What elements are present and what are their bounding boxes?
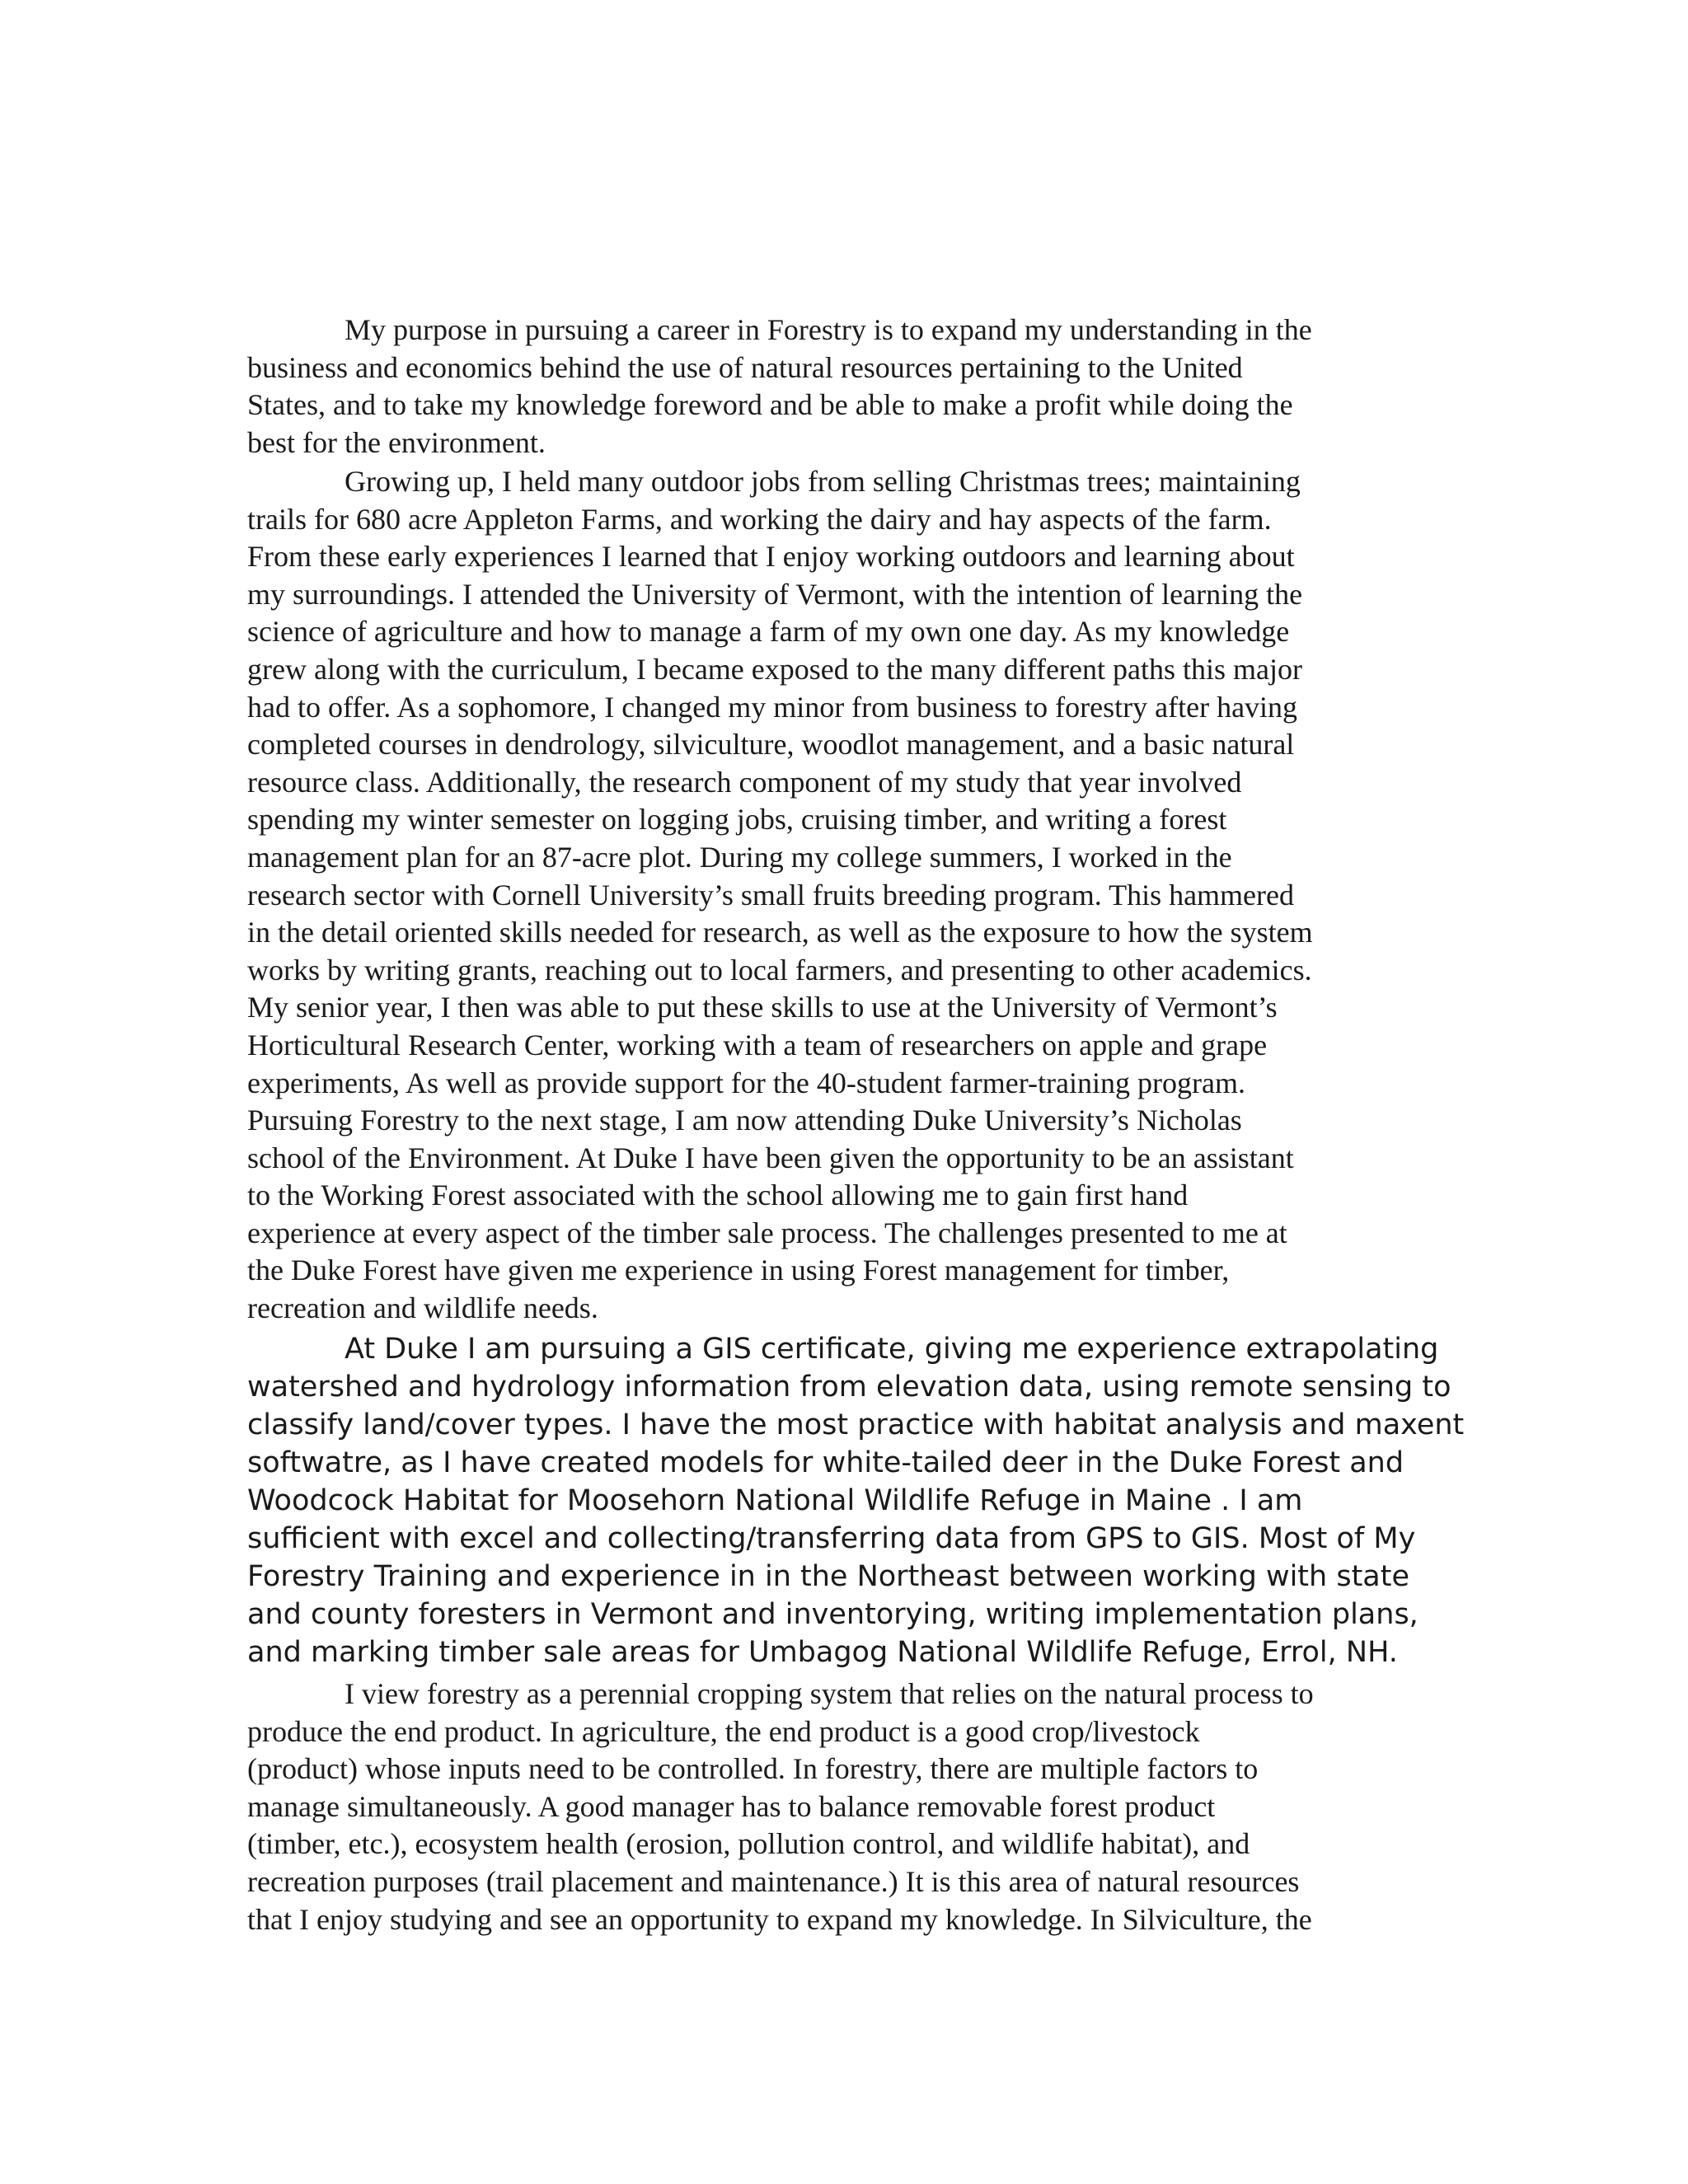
text-line: science of agriculture and how to manage a farm of my own one day. As my knowledge bbox=[247, 615, 1290, 649]
text-line: Pursuing Forestry to the next stage, I am now attending Duke University’s Nicholas bbox=[247, 1104, 1242, 1137]
paragraph-gis-certificate bbox=[247, 1330, 1465, 1671]
text-line: My purpose in pursuing a career in Forestry is to expand my understanding in the bbox=[345, 313, 1312, 346]
text-line: experience at every aspect of the timber sale process. The challenges presented to me at bbox=[247, 1216, 1287, 1249]
text-line: resource class. Additionally, the research component of my study that year involved bbox=[247, 765, 1242, 799]
text-line: research sector with Cornell University’s small fruits breeding program. This hammered bbox=[247, 878, 1295, 912]
text-line: I view forestry as a perennial cropping system that relies on the natural process to bbox=[345, 1677, 1314, 1710]
text-line: experiments, As well as provide support for the 40-student farmer-training program. bbox=[247, 1066, 1245, 1099]
text-line: that I enjoy studying and see an opportunity to expand my knowledge. In Silviculture, the bbox=[247, 1902, 1312, 1936]
text-line: spending my winter semester on logging jobs, cruising timber, and writing a forest bbox=[247, 803, 1227, 837]
text-line: classify land/cover types. I have the most practice with habitat analysis and maxent bbox=[247, 1408, 1465, 1441]
text-line: States, and to take my knowledge foreword and be able to make a profit while doing the bbox=[247, 388, 1293, 422]
text-line: management plan for an 87-acre plot. During my college summers, I worked in the bbox=[247, 840, 1232, 874]
text-line: business and economics behind the use of natural resources pertaining to the United bbox=[247, 350, 1243, 384]
text-line: softwatre, as I have created models for white-tailed deer in the Duke Forest and bbox=[247, 1446, 1404, 1479]
text-line: From these early experiences I learned that I enjoy working outdoors and learning about bbox=[247, 540, 1295, 574]
text-line: completed courses in dendrology, silviculture, woodlot management, and a basic natural bbox=[247, 728, 1295, 762]
text-line: works by writing grants, reaching out to local farmers, and presenting to other academics. bbox=[247, 953, 1312, 987]
text-line: in the detail oriented skills needed for research, as well as the exposure to how the system bbox=[247, 916, 1313, 949]
text-line: watershed and hydrology information from elevation data, using remote sensing to bbox=[247, 1371, 1451, 1404]
text-line: to the Working Forest associated with the school allowing me to gain first hand bbox=[247, 1179, 1189, 1212]
text-line: Growing up, I held many outdoor jobs from selling Christmas trees; maintaining bbox=[345, 465, 1301, 498]
paragraph-career-purpose bbox=[247, 312, 1418, 462]
text-line: my surroundings. I attended the University of Vermont, with the intention of learning the bbox=[247, 577, 1303, 611]
text-line: My senior year, I then was able to put these skills to use at the University of Vermont’s bbox=[247, 991, 1278, 1024]
text-line: Forestry Training and experience in in the Northeast between working with state bbox=[247, 1560, 1409, 1593]
text-line: and marking timber sale areas for Umbagog National Wildlife Refuge, Errol, NH. bbox=[247, 1636, 1398, 1669]
text-line: (timber, etc.), ecosystem health (erosion, pollution control, and wildlife habitat), and bbox=[247, 1827, 1250, 1861]
text-line: sufficient with excel and collecting/transferring data from GPS to GIS. Most of My bbox=[247, 1522, 1416, 1555]
text-line: had to offer. As a sophomore, I changed my minor from business to forestry after having bbox=[247, 690, 1298, 724]
text-line: and county foresters in Vermont and inventorying, writing implementation plans, bbox=[247, 1598, 1418, 1631]
text-line: school of the Environment. At Duke I have been given the opportunity to be an assistant bbox=[247, 1141, 1294, 1174]
text-line: best for the environment. bbox=[247, 425, 546, 459]
text-line: (product) whose inputs need to be controlled. In forestry, there are multiple factors to bbox=[247, 1752, 1259, 1786]
text-line: Woodcock Habitat for Moosehorn National Wildlife Refuge in Maine . I am bbox=[247, 1484, 1303, 1517]
text-line: manage simultaneously. A good manager has to balance removable forest product bbox=[247, 1789, 1216, 1823]
text-line: the Duke Forest have given me experience in using Forest management for timber, bbox=[247, 1254, 1230, 1287]
text-line: At Duke I am pursuing a GIS certificate, giving me experience extrapolating bbox=[345, 1333, 1439, 1366]
text-line: Horticultural Research Center, working with a team of researchers on apple and grape bbox=[247, 1028, 1268, 1062]
paragraph-forestry-view bbox=[247, 1675, 1418, 1938]
paragraph-background-experience bbox=[247, 463, 1418, 1328]
text-line: trails for 680 acre Appleton Farms, and working the dairy and hay aspects of the farm. bbox=[247, 502, 1272, 536]
text-line: grew along with the curriculum, I became exposed to the many different paths this major bbox=[247, 652, 1302, 686]
text-line: recreation and wildlife needs. bbox=[247, 1291, 598, 1325]
text-line: produce the end product. In agriculture, the end product is a good crop/livestock bbox=[247, 1714, 1200, 1748]
text-line: recreation purposes (trail placement and maintenance.) It is this area of natural resources bbox=[247, 1864, 1300, 1898]
